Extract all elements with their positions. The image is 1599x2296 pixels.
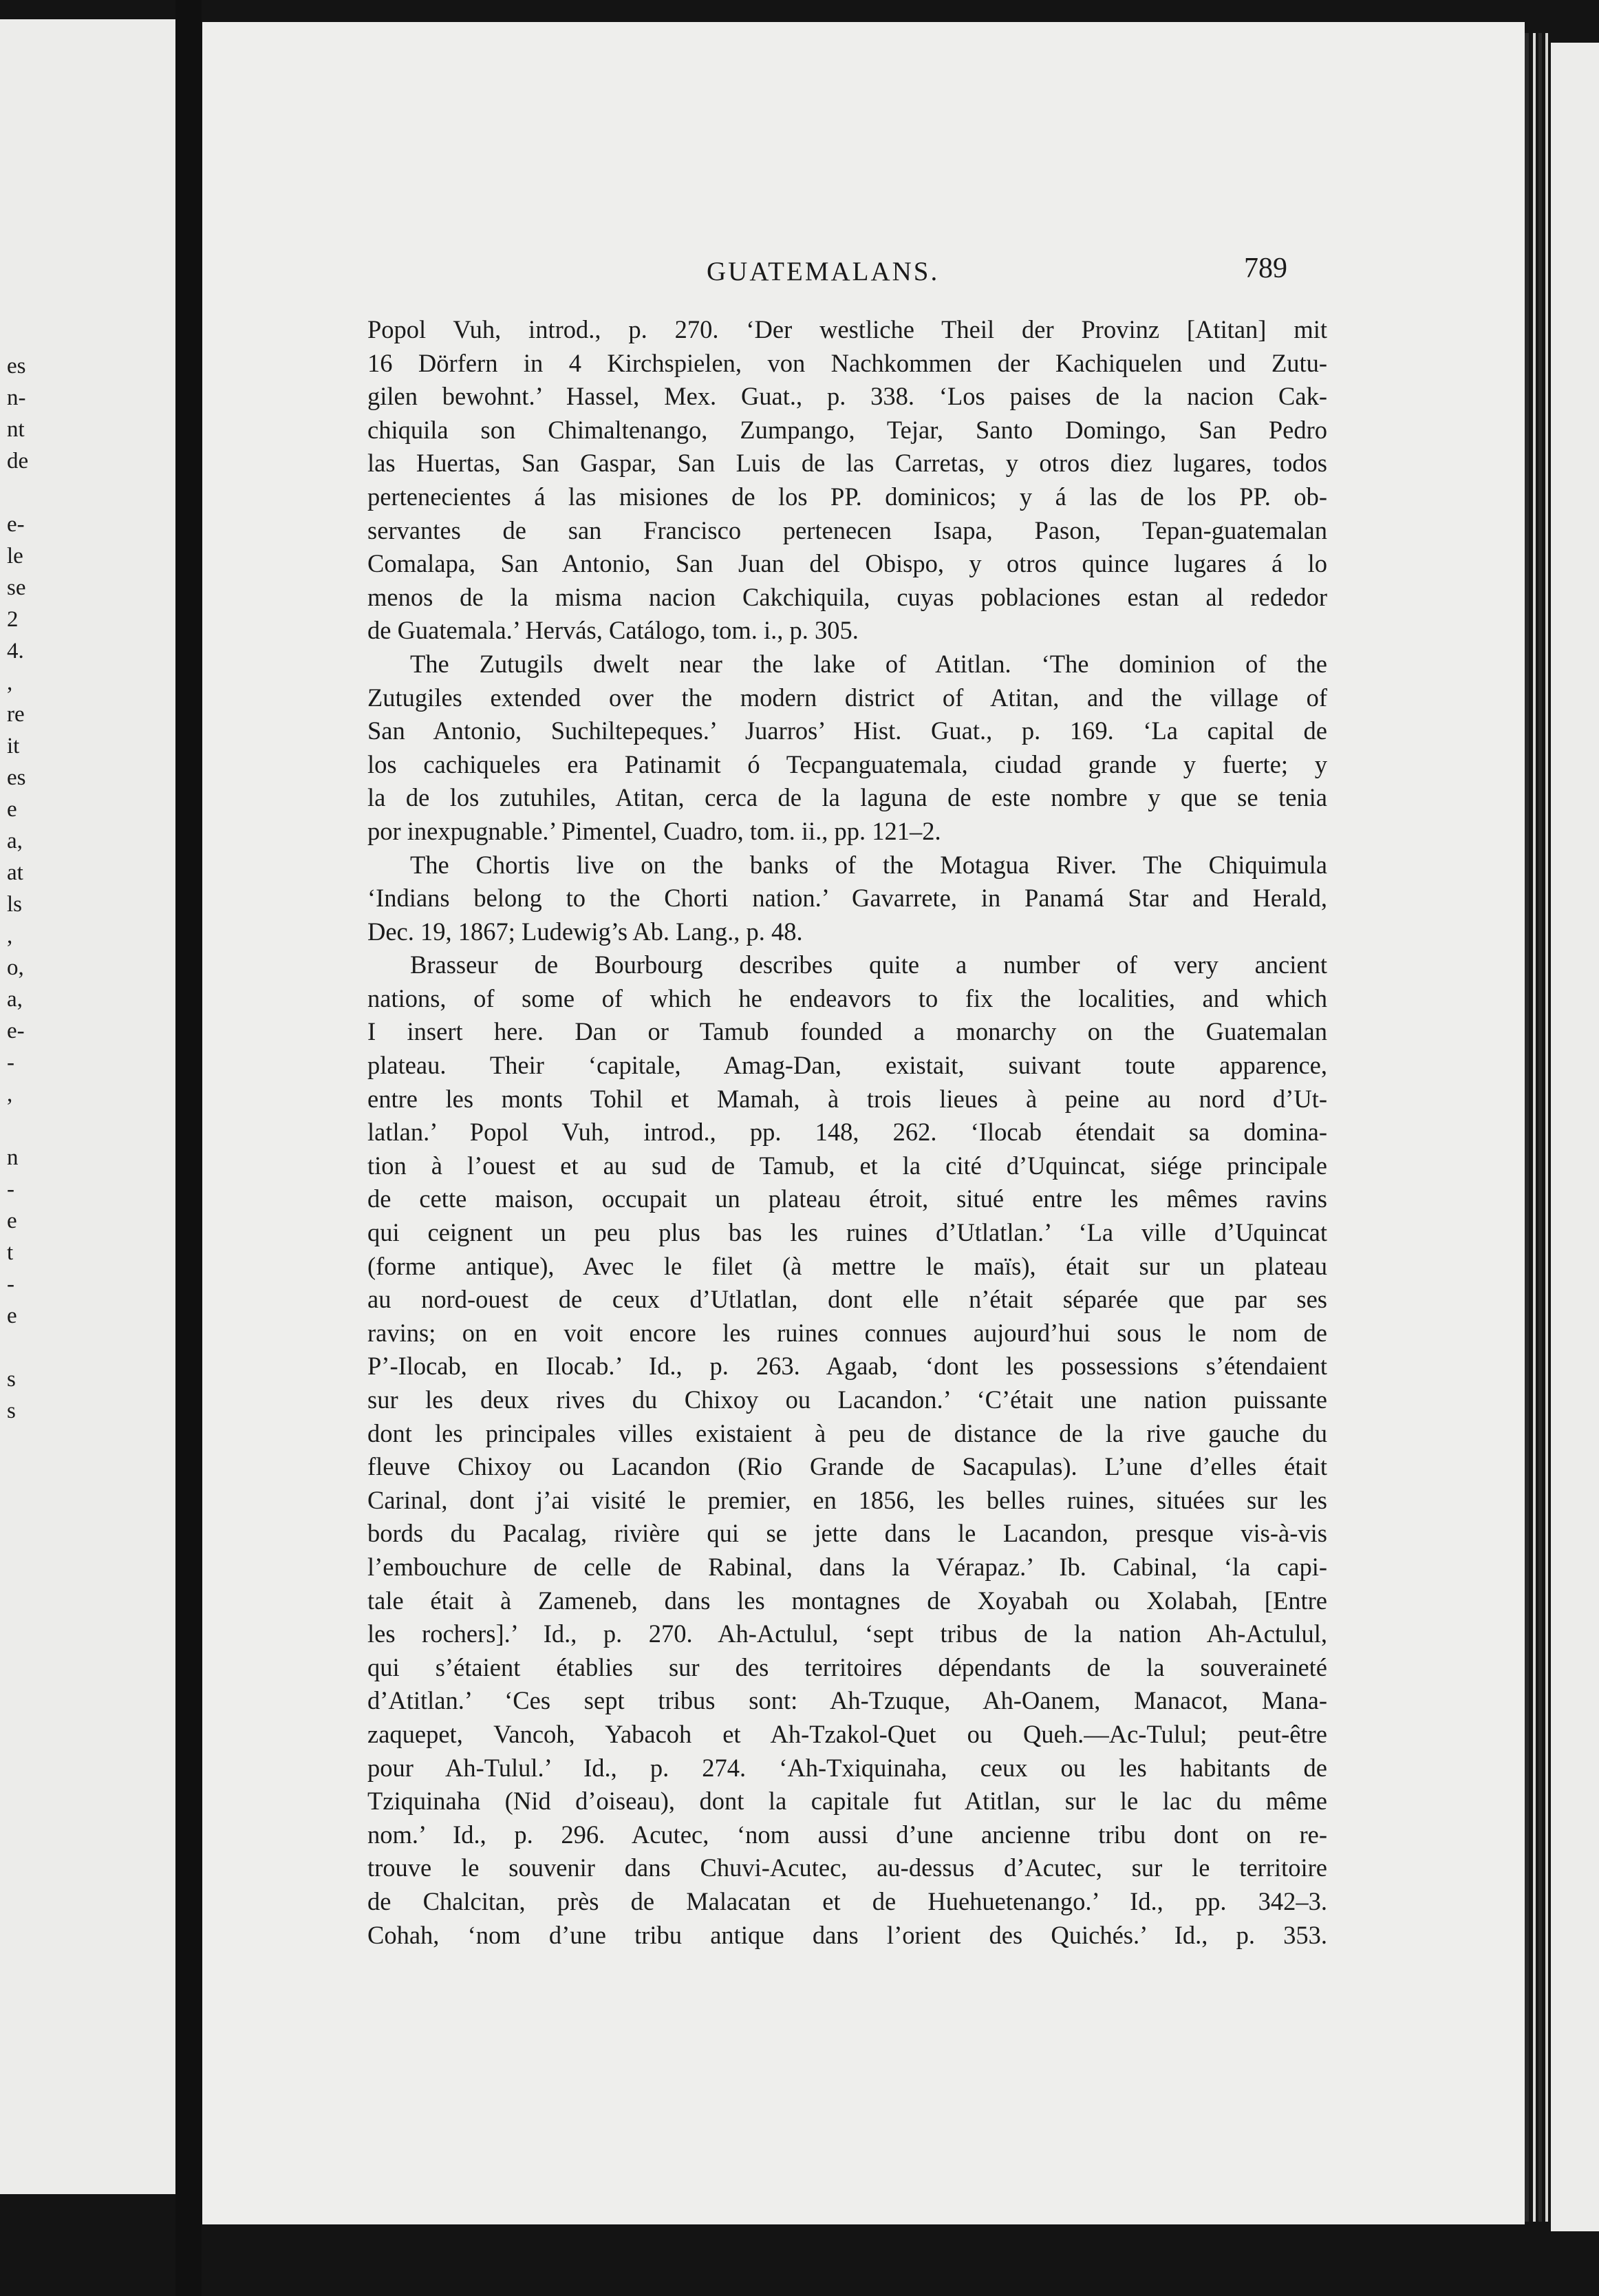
facing-page-fragment: e- — [7, 1019, 25, 1043]
text-line: l’embouchure de celle de Rabinal, dans la Vérapaz.’ Ib. Cabinal, ‘la capi- — [367, 1552, 1327, 1581]
facing-page-fragment: 2 — [7, 607, 19, 632]
text-line: chiquila son Chimaltenango, Zumpango, Tejar, Santo Domingo, San Pedro — [367, 415, 1327, 444]
text-line: d’Atitlan.’ ‘Ces sept tribus sont: Ah-Tzuque, Ah-Oanem, Manacot, Mana- — [367, 1686, 1327, 1715]
running-head: GUATEMALANS. — [707, 257, 940, 286]
text-line: au nord-ouest de ceux d’Utlatlan, dont elle n’était séparée que par ses — [367, 1285, 1327, 1314]
facing-page-fragment: e — [7, 797, 17, 822]
text-line: Brasseur de Bourbourg describes quite a number of very ancient — [410, 950, 1327, 979]
text-line: los cachiqueles era Patinamit ó Tecpanguatemala, ciudad grande y fuerte; y — [367, 750, 1327, 778]
text-line: bords du Pacalag, rivière qui se jette dans le Lacandon, presque vis-à-vis — [367, 1519, 1327, 1548]
text-line: sur les deux rives du Chixoy ou Lacandon.’ ‘C’était une nation puissante — [367, 1385, 1327, 1414]
page-number: 789 — [1244, 253, 1287, 284]
text-line: Dec. 19, 1867; Ludewig’s Ab. Lang., p. 48. — [367, 917, 803, 946]
text-line: San Antonio, Suchiltepeques.’ Juarros’ Hist. Guat., p. 169. ‘La capital de — [367, 716, 1327, 745]
text-line: les rochers].’ Id., p. 270. Ah-Actulul, ‘sept tribus de la nation Ah-Actulul, — [367, 1619, 1327, 1648]
facing-page-fragment: at — [7, 860, 23, 885]
facing-page-fragment: t — [7, 1240, 14, 1265]
text-line: 16 Dörfern in 4 Kirchspielen, von Nachkommen der Kachiquelen und Zutu- — [367, 348, 1327, 377]
page-edge — [1545, 33, 1548, 2222]
text-line: qui ceignent un peu plus bas les ruines d’Utlatlan.’ ‘La ville d’Uquincat — [367, 1218, 1327, 1247]
page-edge — [1525, 33, 1529, 2222]
text-line: Cohah, ‘nom d’une tribu antique dans l’orient des Quichés.’ Id., p. 353. — [367, 1920, 1327, 1949]
text-line: nom.’ Id., p. 296. Acutec, ‘nom aussi d’une ancienne tribu dont on re- — [367, 1820, 1327, 1849]
text-line: I insert here. Dan or Tamub founded a monarchy on the Guatemalan — [367, 1017, 1327, 1046]
text-line: Tziquinaha (Nid d’oiseau), dont la capitale fut Atitlan, sur le lac du même — [367, 1787, 1327, 1816]
facing-page-fragment: ls — [7, 892, 23, 917]
text-line: dont les principales villes existaient à peu de distance de la rive gauche du — [367, 1418, 1327, 1447]
text-line: gilen bewohnt.’ Hassel, Mex. Guat., p. 338. ‘Los paises de la nacion Cak- — [367, 382, 1327, 411]
facing-page-fragment: a, — [7, 829, 23, 853]
text-line: ravins; on en voit encore les ruines connues aujourd’hui sous le nom de — [367, 1318, 1327, 1347]
text-line: Popol Vuh, introd., p. 270. ‘Der westliche Theil der Provinz [Atitan] mit — [367, 315, 1327, 343]
facing-page-fragment: , — [7, 1082, 13, 1107]
facing-page-fragment: - — [7, 1272, 14, 1297]
text-line: ‘Indians belong to the Chorti nation.’ Gavarrete, in Panamá Star and Herald, — [367, 884, 1327, 913]
text-line: de cette maison, occupait un plateau étroit, situé entre les mêmes ravins — [367, 1184, 1327, 1213]
facing-page-fragment: , — [7, 924, 13, 948]
text-line: servantes de san Francisco pertenecen Isapa, Pason, Tepan-guatemalan — [367, 515, 1327, 544]
text-line: tion à l’ouest et au sud de Tamub, et la cité d’Uquincat, siége principale — [367, 1151, 1327, 1180]
text-line: latlan.’ Popol Vuh, introd., pp. 148, 262. ‘Ilocab étendait sa domina- — [367, 1118, 1327, 1147]
facing-page-fragment: nt — [7, 417, 25, 442]
text-line: qui s’étaient établies sur des territoires dépendants de la souveraineté — [367, 1652, 1327, 1681]
text-line: Zutugiles extended over the modern district of Atitan, and the village of — [367, 683, 1327, 712]
facing-page-fragment: e — [7, 1209, 17, 1233]
text-line: de Guatemala.’ Hervás, Catálogo, tom. i., p. 305. — [367, 616, 859, 645]
facing-page-fragment: s — [7, 1367, 16, 1392]
gutter — [175, 0, 202, 2296]
text-line: plateau. Their ‘capitale, Amag-Dan, existait, suivant toute apparence, — [367, 1051, 1327, 1080]
text-line: fleuve Chixoy ou Lacandon (Rio Grande de Sacapulas). L’une d’elles était — [367, 1452, 1327, 1481]
facing-page-fragment: a, — [7, 987, 23, 1012]
text-line: menos de la misma nacion Cakchiquila, cuyas poblaciones estan al rededor — [367, 582, 1327, 611]
facing-page-fragment: - — [7, 1177, 14, 1202]
facing-page-fragment: n- — [7, 385, 26, 410]
text-line: Comalapa, San Antonio, San Juan del Obispo, y otros quince lugares á lo — [367, 549, 1327, 578]
facing-page-fragment: , — [7, 670, 13, 695]
text-line: P’-Ilocab, en Ilocab.’ Id., p. 263. Agaab, ‘dont les possessions s’étendaient — [367, 1352, 1327, 1381]
text-line: pertenecientes á las misiones de los PP. dominicos; y á las de los PP. ob- — [367, 482, 1327, 511]
page-edge — [1551, 43, 1599, 2231]
facing-page-fragment: es — [7, 354, 26, 379]
facing-page-fragment: se — [7, 575, 26, 600]
text-line: The Chortis live on the banks of the Motagua River. The Chiquimula — [410, 850, 1327, 879]
text-line: tale était à Zameneb, dans les montagnes de Xoyabah ou Xolabah, [Entre — [367, 1586, 1327, 1615]
text-line: zaquepet, Vancoh, Yabacoh et Ah-Tzakol-Quet ou Queh.—Ac-Tulul; peut-être — [367, 1719, 1327, 1748]
facing-page-fragment: e- — [7, 512, 25, 537]
facing-page-fragment: re — [7, 702, 25, 727]
facing-page-fragment: - — [7, 1050, 14, 1075]
facing-page-fragment: o, — [7, 955, 24, 980]
text-line: de Chalcitan, près de Malacatan et de Huehuetenango.’ Id., pp. 342–3. — [367, 1886, 1327, 1915]
text-line: las Huertas, San Gaspar, San Luis de las Carretas, y otros diez lugares, todos — [367, 449, 1327, 478]
facing-page-fragment: s — [7, 1399, 16, 1423]
text-line: pour Ah-Tulul.’ Id., p. 274. ‘Ah-Txiquinaha, ceux ou les habitants de — [367, 1753, 1327, 1782]
page-edge — [1533, 33, 1536, 2222]
page-edge — [1538, 33, 1542, 2222]
text-line: la de los zutuhiles, Atitan, cerca de la laguna de este nombre y que se tenia — [367, 783, 1327, 812]
facing-page-fragment: 4. — [7, 639, 24, 663]
body-text — [367, 313, 1327, 1952]
text-line: The Zutugils dwelt near the lake of Atitlan. ‘The dominion of the — [410, 649, 1327, 678]
facing-page-fragment: n — [7, 1145, 19, 1170]
facing-page — [0, 19, 175, 2194]
text-line: por inexpugnable.’ Pimentel, Cuadro, tom. ii., pp. 121–2. — [367, 816, 941, 845]
text-line: Carinal, dont j’ai visité le premier, en 1856, les belles ruines, situées sur les — [367, 1485, 1327, 1514]
text-line: trouve le souvenir dans Chuvi-Acutec, au-dessus d’Acutec, sur le territoire — [367, 1853, 1327, 1882]
text-line: (forme antique), Avec le filet (à mettre le maïs), était sur un plateau — [367, 1251, 1327, 1280]
facing-page-fragment: e — [7, 1304, 17, 1328]
facing-page-fragment: es — [7, 765, 26, 790]
facing-page-fragment: de — [7, 449, 29, 474]
text-line: nations, of some of which he endeavors to fix the localities, and which — [367, 984, 1327, 1012]
text-line: entre les monts Tohil et Mamah, à trois lieues à peine au nord d’Ut- — [367, 1084, 1327, 1113]
facing-page-fragment: it — [7, 734, 20, 758]
facing-page-fragment: le — [7, 544, 23, 568]
